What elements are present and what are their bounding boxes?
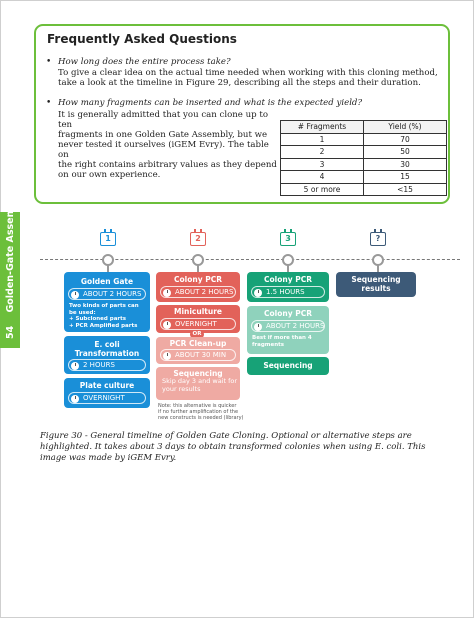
duration-pill — [251, 320, 325, 332]
duration-text: 2 HOURS — [83, 361, 115, 369]
step-sequencing-day2 — [156, 367, 240, 400]
note-line: Best if more than 4 — [252, 335, 312, 341]
footnote-line: Note: this alternative is quicker — [158, 403, 237, 409]
table-header: # Fragments — [281, 121, 364, 134]
duration-pill — [68, 288, 146, 300]
duration-text: ABOUT 2 HOURS — [266, 322, 325, 330]
clock-icon — [163, 352, 171, 360]
step-colony-pcr-alt — [247, 306, 329, 354]
chapter-side-label — [1, 191, 21, 339]
step-description — [156, 378, 240, 393]
step-title — [336, 275, 416, 293]
clock-icon — [71, 395, 79, 403]
table-cell: <15 — [364, 183, 447, 196]
note-line: Two kinds of parts can — [69, 303, 139, 309]
faq-answer-2-line: fragments in one Golden Gate Assembly, but we — [58, 130, 268, 140]
duration-pill — [68, 392, 146, 404]
faq-answer-1-line: take a look at the timeline in Figure 29, describing all the steps and their duration. — [58, 78, 421, 88]
duration-text: ABOUT 2 HOURS — [83, 290, 142, 298]
section-title: Golden-Gate Assembly — [5, 191, 16, 313]
table-row — [281, 183, 447, 196]
alternative-footnote — [158, 403, 244, 421]
step-sequencing-day3 — [247, 357, 329, 375]
calendar-icon-day-4: ? — [370, 232, 386, 246]
step-title: Colony PCR — [264, 309, 312, 318]
duration-text: 1.5 HOURS — [266, 288, 305, 296]
faq-answer-2 — [58, 110, 278, 180]
step-title — [64, 340, 150, 358]
clock-icon — [163, 289, 171, 297]
footnote-line: if no further amplification of the — [158, 409, 239, 415]
duration-pill — [160, 318, 236, 330]
table-cell: 30 — [364, 158, 447, 171]
note-line: fragments — [252, 341, 285, 348]
timeline-stem — [377, 264, 379, 272]
step-title: Sequencing — [263, 361, 313, 370]
step-note — [252, 335, 312, 348]
duration-text: ABOUT 2 HOURS — [175, 288, 234, 296]
timeline-stem — [197, 264, 199, 272]
step-title: Golden Gate — [80, 277, 134, 286]
table-cell: 1 — [281, 133, 364, 146]
faq-answer-1-line: To give a clear idea on the actual time needed when working with this cloning method, — [58, 68, 438, 78]
duration-text: OVERNIGHT — [83, 394, 125, 402]
timeline-stem — [107, 264, 109, 272]
table-cell: 50 — [364, 146, 447, 159]
duration-pill — [68, 359, 146, 371]
faq-box — [34, 24, 450, 204]
step-title: Sequencing — [173, 369, 223, 378]
clock-icon — [163, 321, 171, 329]
step-golden-gate — [64, 272, 150, 332]
bullet-icon: • — [46, 57, 52, 67]
table-row — [281, 158, 447, 171]
table-row — [281, 133, 447, 146]
clock-icon — [254, 289, 262, 297]
table-cell: 2 — [281, 146, 364, 159]
calendar-icon-day-2: 2 — [190, 232, 206, 246]
table-header: Yield (%) — [364, 121, 447, 134]
faq-question-2: How many fragments can be inserted and what is the expected yield? — [58, 98, 363, 108]
duration-text: ABOUT 30 MIN — [175, 351, 227, 359]
step-title: Colony PCR — [264, 275, 312, 284]
title-line: E. coli — [94, 340, 120, 349]
description-line: your results — [162, 384, 201, 393]
faq-answer-2-line: never tested it ourselves (iGEM Evry). The table on — [58, 140, 269, 160]
fragments-yield-table — [280, 120, 447, 196]
title-line: Transformation — [74, 349, 140, 358]
note-line: + Subcloned parts — [69, 316, 127, 322]
bullet-icon: • — [46, 98, 52, 108]
table-cell: 15 — [364, 171, 447, 184]
or-badge: OR — [190, 330, 204, 339]
title-line: Sequencing — [351, 275, 401, 284]
duration-text: OVERNIGHT — [175, 320, 217, 328]
table-cell: 3 — [281, 158, 364, 171]
note-line: + PCR Amplified parts — [69, 322, 138, 329]
footnote-line: new constructs is needed (library) — [158, 415, 244, 421]
step-plate-culture — [64, 378, 150, 408]
step-colony-pcr-day2 — [156, 272, 240, 302]
step-pcr-cleanup — [156, 337, 240, 364]
step-title: Miniculture — [173, 307, 222, 316]
step-ecoli-transformation — [64, 336, 150, 374]
faq-answer-1 — [58, 68, 448, 88]
clock-icon — [71, 362, 79, 370]
description-line: Skip day 3 and wait for — [162, 377, 238, 385]
faq-title: Frequently Asked Questions — [47, 32, 237, 46]
faq-answer-2-line: the right contains arbitrary values as they depend — [58, 160, 277, 170]
timeline-stem — [287, 264, 289, 272]
clock-icon — [254, 323, 262, 331]
table-cell: 5 or more — [281, 183, 364, 196]
table-cell: 4 — [281, 171, 364, 184]
faq-question-1: How long does the entire process take? — [58, 57, 231, 67]
note-line: be used: — [69, 309, 96, 316]
duration-pill — [160, 286, 236, 298]
step-title: Plate culture — [79, 381, 135, 390]
faq-answer-2-line: It is generally admitted that you can clone up to ten — [58, 110, 269, 130]
step-colony-pcr-day3 — [247, 272, 329, 302]
calendar-icon-day-3: 3 — [280, 232, 296, 246]
table-row — [281, 171, 447, 184]
faq-answer-2-line: on our own experience. — [58, 170, 161, 180]
calendar-icon-day-1: 1 — [100, 232, 116, 246]
page-number: 54 — [5, 325, 16, 339]
figure-caption: Figure 30 - General timeline of Golden Gate Cloning. Optional or alternative steps are highlighted. It takes about 3 days to obtain transformed colonies when using E. coli. This image was made by iGEM Evry. — [40, 431, 426, 463]
step-note — [69, 303, 139, 329]
step-title: Colony PCR — [174, 275, 222, 284]
step-title: PCR Clean-up — [169, 339, 227, 348]
duration-pill — [160, 349, 236, 361]
duration-pill — [251, 286, 325, 298]
step-sequencing-results — [336, 272, 416, 297]
clock-icon — [71, 291, 79, 299]
table-header-row — [281, 121, 447, 134]
table-cell: 70 — [364, 133, 447, 146]
step-miniculture — [156, 305, 240, 333]
table-row — [281, 146, 447, 159]
title-line: results — [361, 284, 391, 293]
